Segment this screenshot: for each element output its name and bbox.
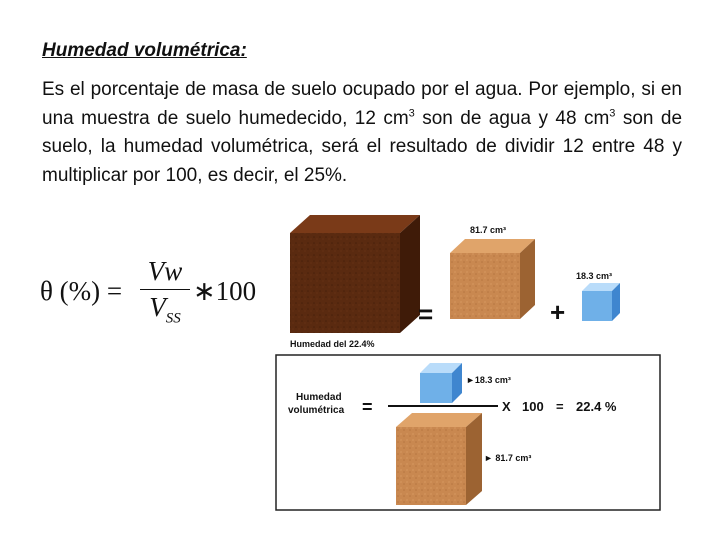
top-equals-sign: = [418,299,434,329]
page-title: Humedad volumétrica: [42,40,247,61]
volumetric-moisture-formula [40,256,270,346]
soil-water-illustration [270,205,710,540]
numerator-water-volume: ►18.3 cm³ [466,375,511,385]
top-water-volume: 18.3 cm³ [576,271,613,281]
denominator-soil-volume: ► 81.7 cm³ [484,453,532,463]
denominator-soil-cube [396,413,482,505]
fraction-bar [140,289,190,290]
wet-soil-caption: Humedad del 22.4% [290,339,375,349]
plus-sign: + [550,297,566,327]
definition-paragraph: Es el porcentaje de masa de suelo ocupado por el agua. Por ejemplo, si en una muestra de suelo humedecido, 12 $cm^3$ son de agua y 48 $cm^3$ son de suelo, la humedad volumétrica, será el resultado de dividir 12 entre 48 y multiplicar por 100, es decir, el 25%. [42,79,683,186]
dry-soil-cube [450,239,535,319]
result-value: 22.4 % [576,399,617,414]
moisture-label-line1: Humedad [296,392,342,403]
formula-rhs: ∗100 [193,276,257,306]
hundred-value: 100 [522,399,544,414]
times-sign: X [502,399,511,414]
formula-fraction [140,256,190,327]
bottom-equals-sign: = [362,397,373,417]
result-equals-sign: = [556,399,564,414]
numerator-water-cube [420,363,462,403]
moisture-label-line2: volumétrica [288,405,345,416]
formula-numerator: Vw [147,256,183,286]
top-soil-volume: 81.7 cm³ [470,225,507,235]
formula-denominator: $V_{SS}$ [149,292,181,327]
water-cube [582,283,620,321]
wet-soil-cube [290,215,420,333]
formula-lhs: θ (%) = [40,276,123,306]
